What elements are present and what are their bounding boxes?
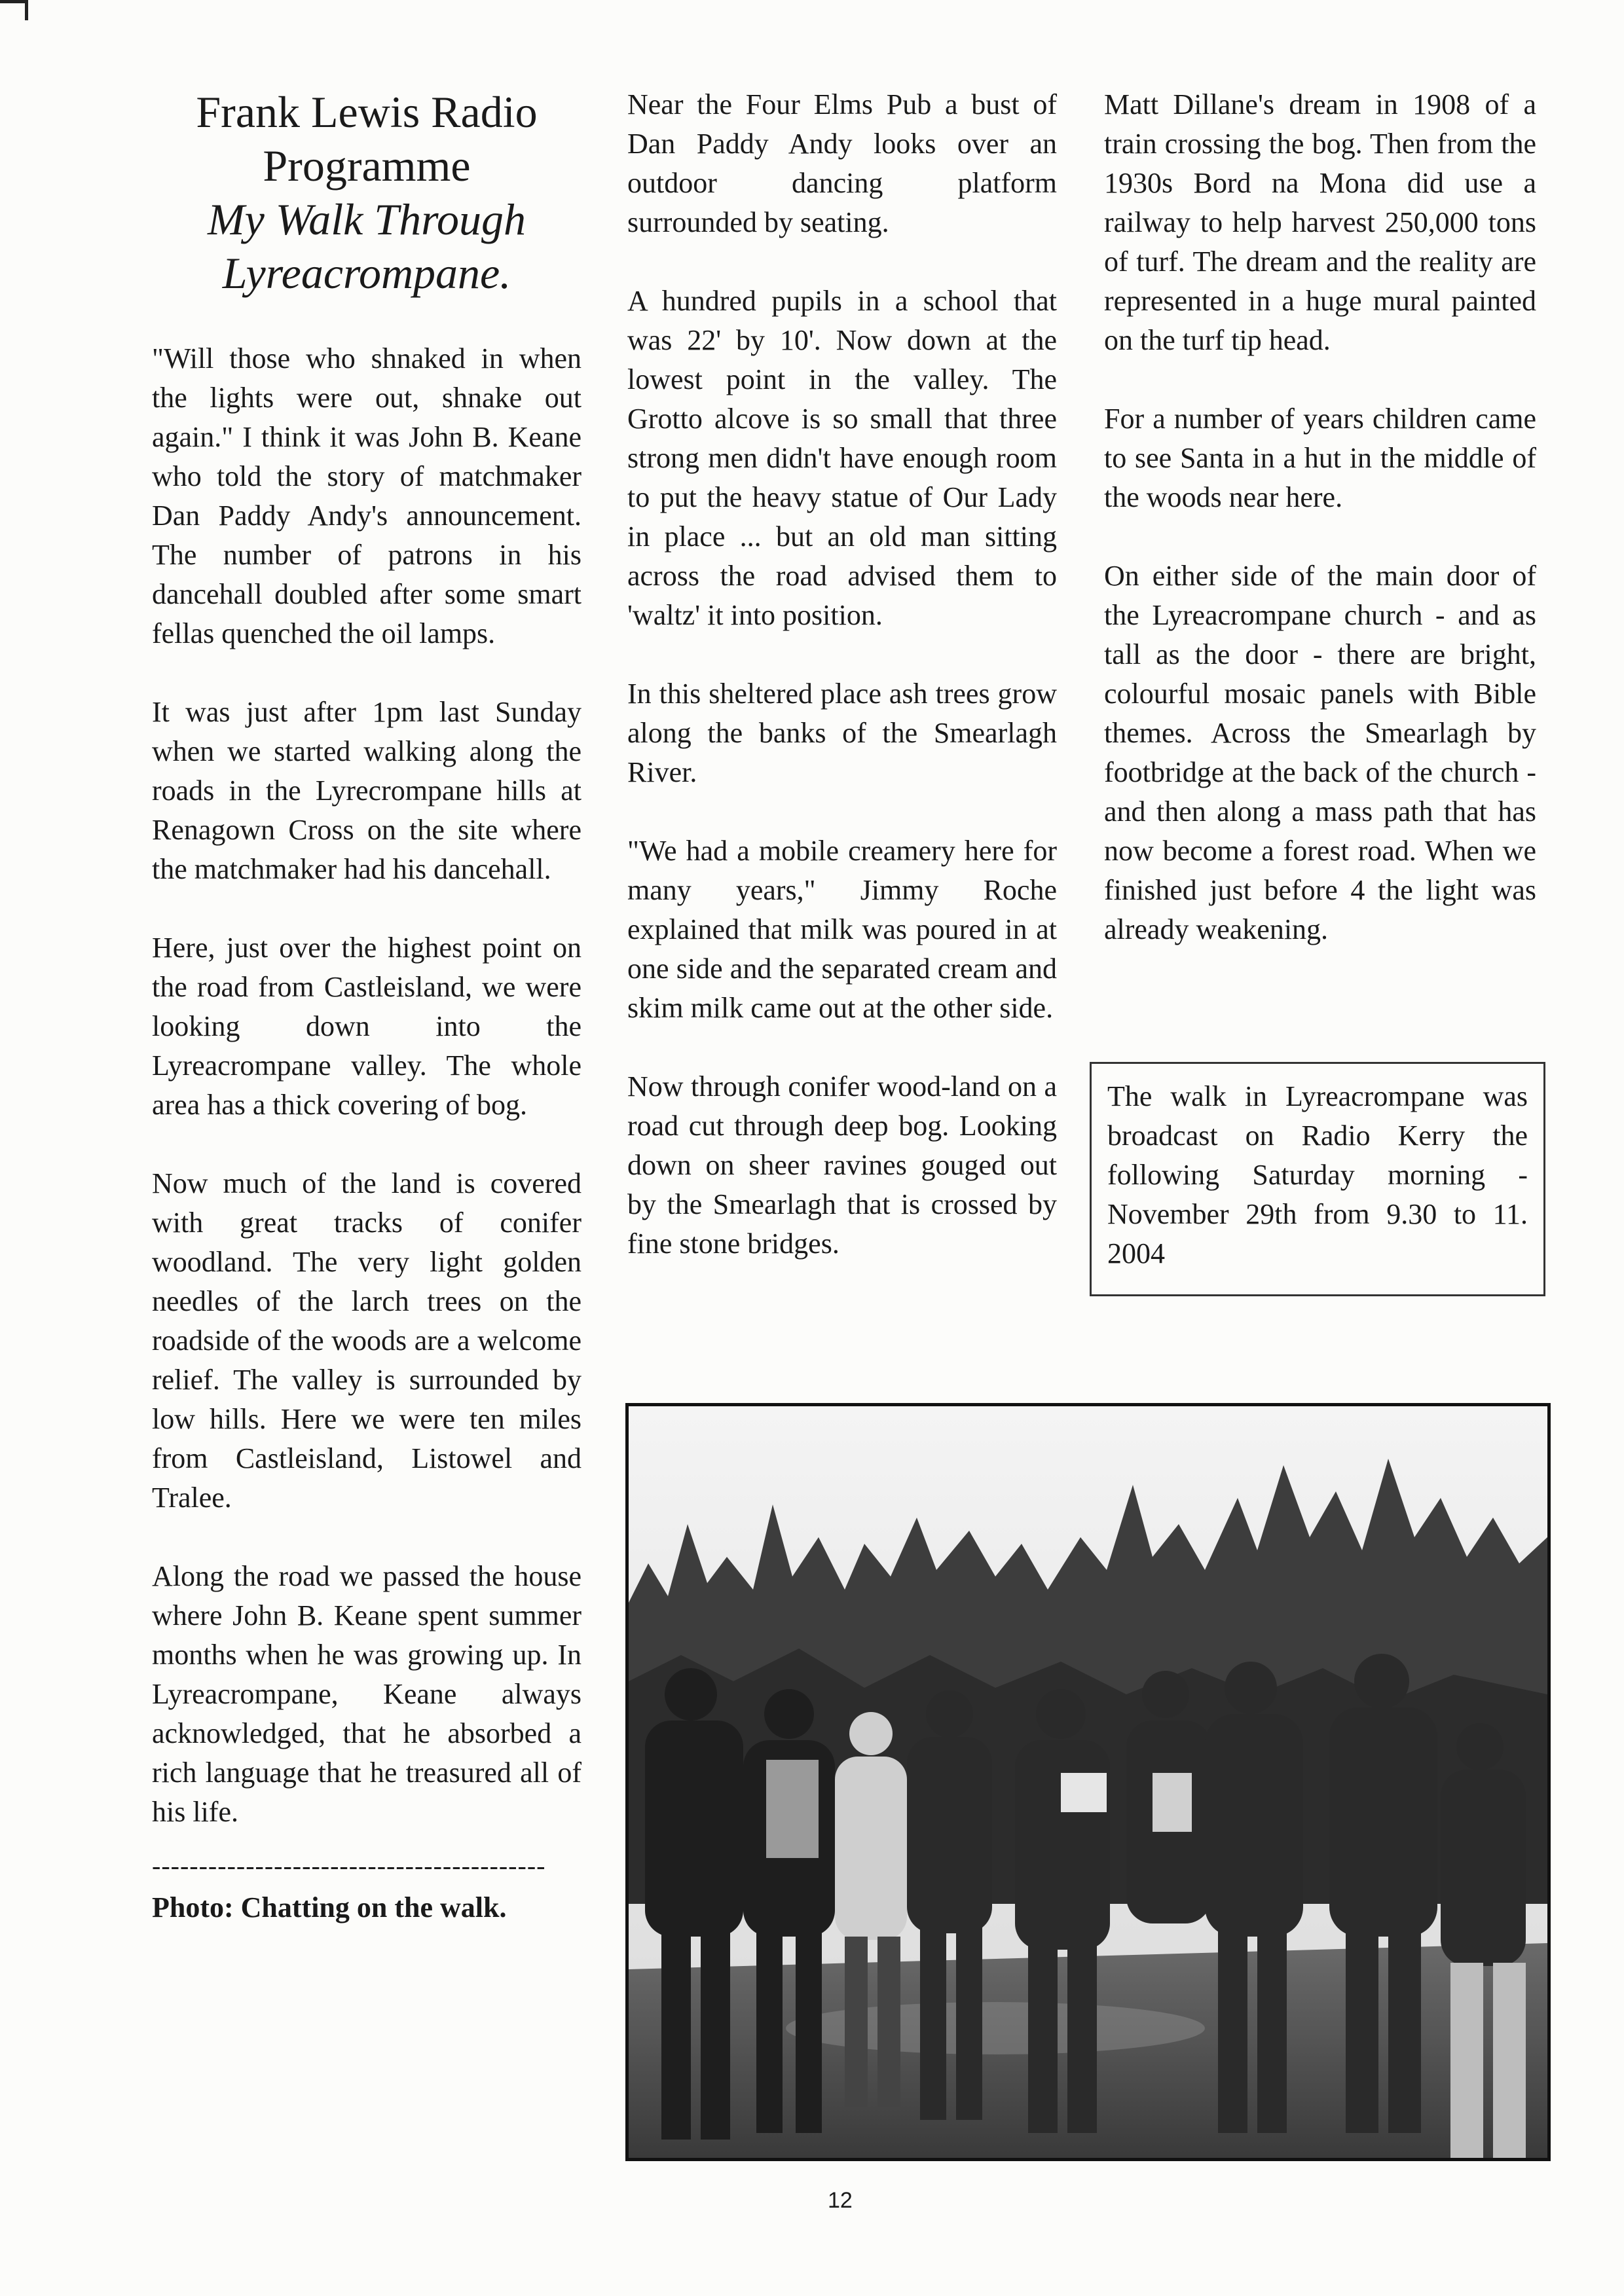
paragraph: Matt Dillane's dream in 1908 of a train crossing the bog. Then from the 1930s Bord na Mona did use a railway to help harvest 250,000 tons of turf. The dream and the reality are represented in a huge mural painted on the turf tip head.	[1104, 88, 1536, 356]
column-3	[1104, 85, 1536, 989]
paragraph: On either side of the main door of the Lyreacrompane church - and as tall as the door - there are bright, colourful mosaic panels with Bible themes. Across the Smearlagh by footbridge at the back of the church - and then along a mass path that has now become a forest road. When we finished just before 4 the light was already weakening.	[1104, 560, 1536, 945]
photo-illustration	[629, 1406, 1547, 2158]
paragraph: "We had a mobile creamery here for many years," Jimmy Roche explained that milk was poured in at one side and the separated cream and skim milk came out at the other side.	[627, 835, 1057, 1024]
paragraph: Now much of the land is covered with great tracks of conifer woodland. The very light golden needles of the larch trees on the roadside of the woods are a welcome relief. The valley is surrounded by low hills. Here we were ten miles from Castleisland, Listowel and Tralee.	[152, 1167, 581, 1514]
title-subtitle: My Walk Through Lyreacrompane.	[207, 194, 526, 298]
paragraph: "Will those who shnaked in when the lights were out, shnake out again." I think it was John B. Keane who told the story of matchmaker Dan Paddy Andy's announcement. The number of patrons in his dancehall doubled after some smart fellas quenched the oil lamps.	[152, 342, 581, 649]
photo-caption: Photo: Chatting on the walk.	[152, 1891, 507, 1923]
paragraph: For a number of years children came to see Santa in a hut in the middle of the woods near here.	[1104, 403, 1536, 513]
broadcast-note: The walk in Lyreacrompane was broadcast on Radio Kerry the following Saturday morning - November 29th from 9.30 to 11. 2004	[1107, 1080, 1528, 1269]
separator-line: ------------------------------------------	[152, 1851, 546, 1880]
broadcast-note-box	[1090, 1062, 1545, 1296]
column-2	[627, 85, 1057, 1303]
title-main: Frank Lewis Radio Programme	[196, 87, 538, 191]
group-photo	[625, 1403, 1551, 2161]
paragraph: A hundred pupils in a school that was 22' by 10'. Now down at the lowest point in the valley. The Grotto alcove is so small that three strong men didn't have enough room to put the heavy statue of Our Lady in place ... but an old man sitting across the road advised them to 'waltz' it into position.	[627, 285, 1057, 631]
page-number: 12	[828, 2188, 853, 2213]
page-corner-mark	[0, 0, 28, 20]
paragraph: Near the Four Elms Pub a bust of Dan Paddy Andy looks over an outdoor dancing platform surrounded by seating.	[627, 88, 1057, 238]
paragraph: Along the road we passed the house where John B. Keane spent summer months when he was growing up. In Lyreacrompane, Keane always acknowledged, that he absorbed a rich language that he treasured all of his life.	[152, 1560, 581, 1828]
paragraph: In this sheltered place ash trees grow along the banks of the Smearlagh River.	[627, 678, 1057, 788]
article-title	[152, 85, 581, 300]
column-1	[152, 85, 581, 1927]
paragraph: It was just after 1pm last Sunday when we started walking along the roads in the Lyrecrompane hills at Renagown Cross on the site where the matchmaker had his dancehall.	[152, 696, 581, 885]
paragraph: Now through conifer wood-land on a road cut through deep bog. Looking down on sheer ravines gouged out by the Smearlagh that is crossed by fine stone bridges.	[627, 1070, 1057, 1260]
paragraph: Here, just over the highest point on the road from Castleisland, we were looking down into the Lyreacrompane valley. The whole area has a thick covering of bog.	[152, 932, 581, 1121]
